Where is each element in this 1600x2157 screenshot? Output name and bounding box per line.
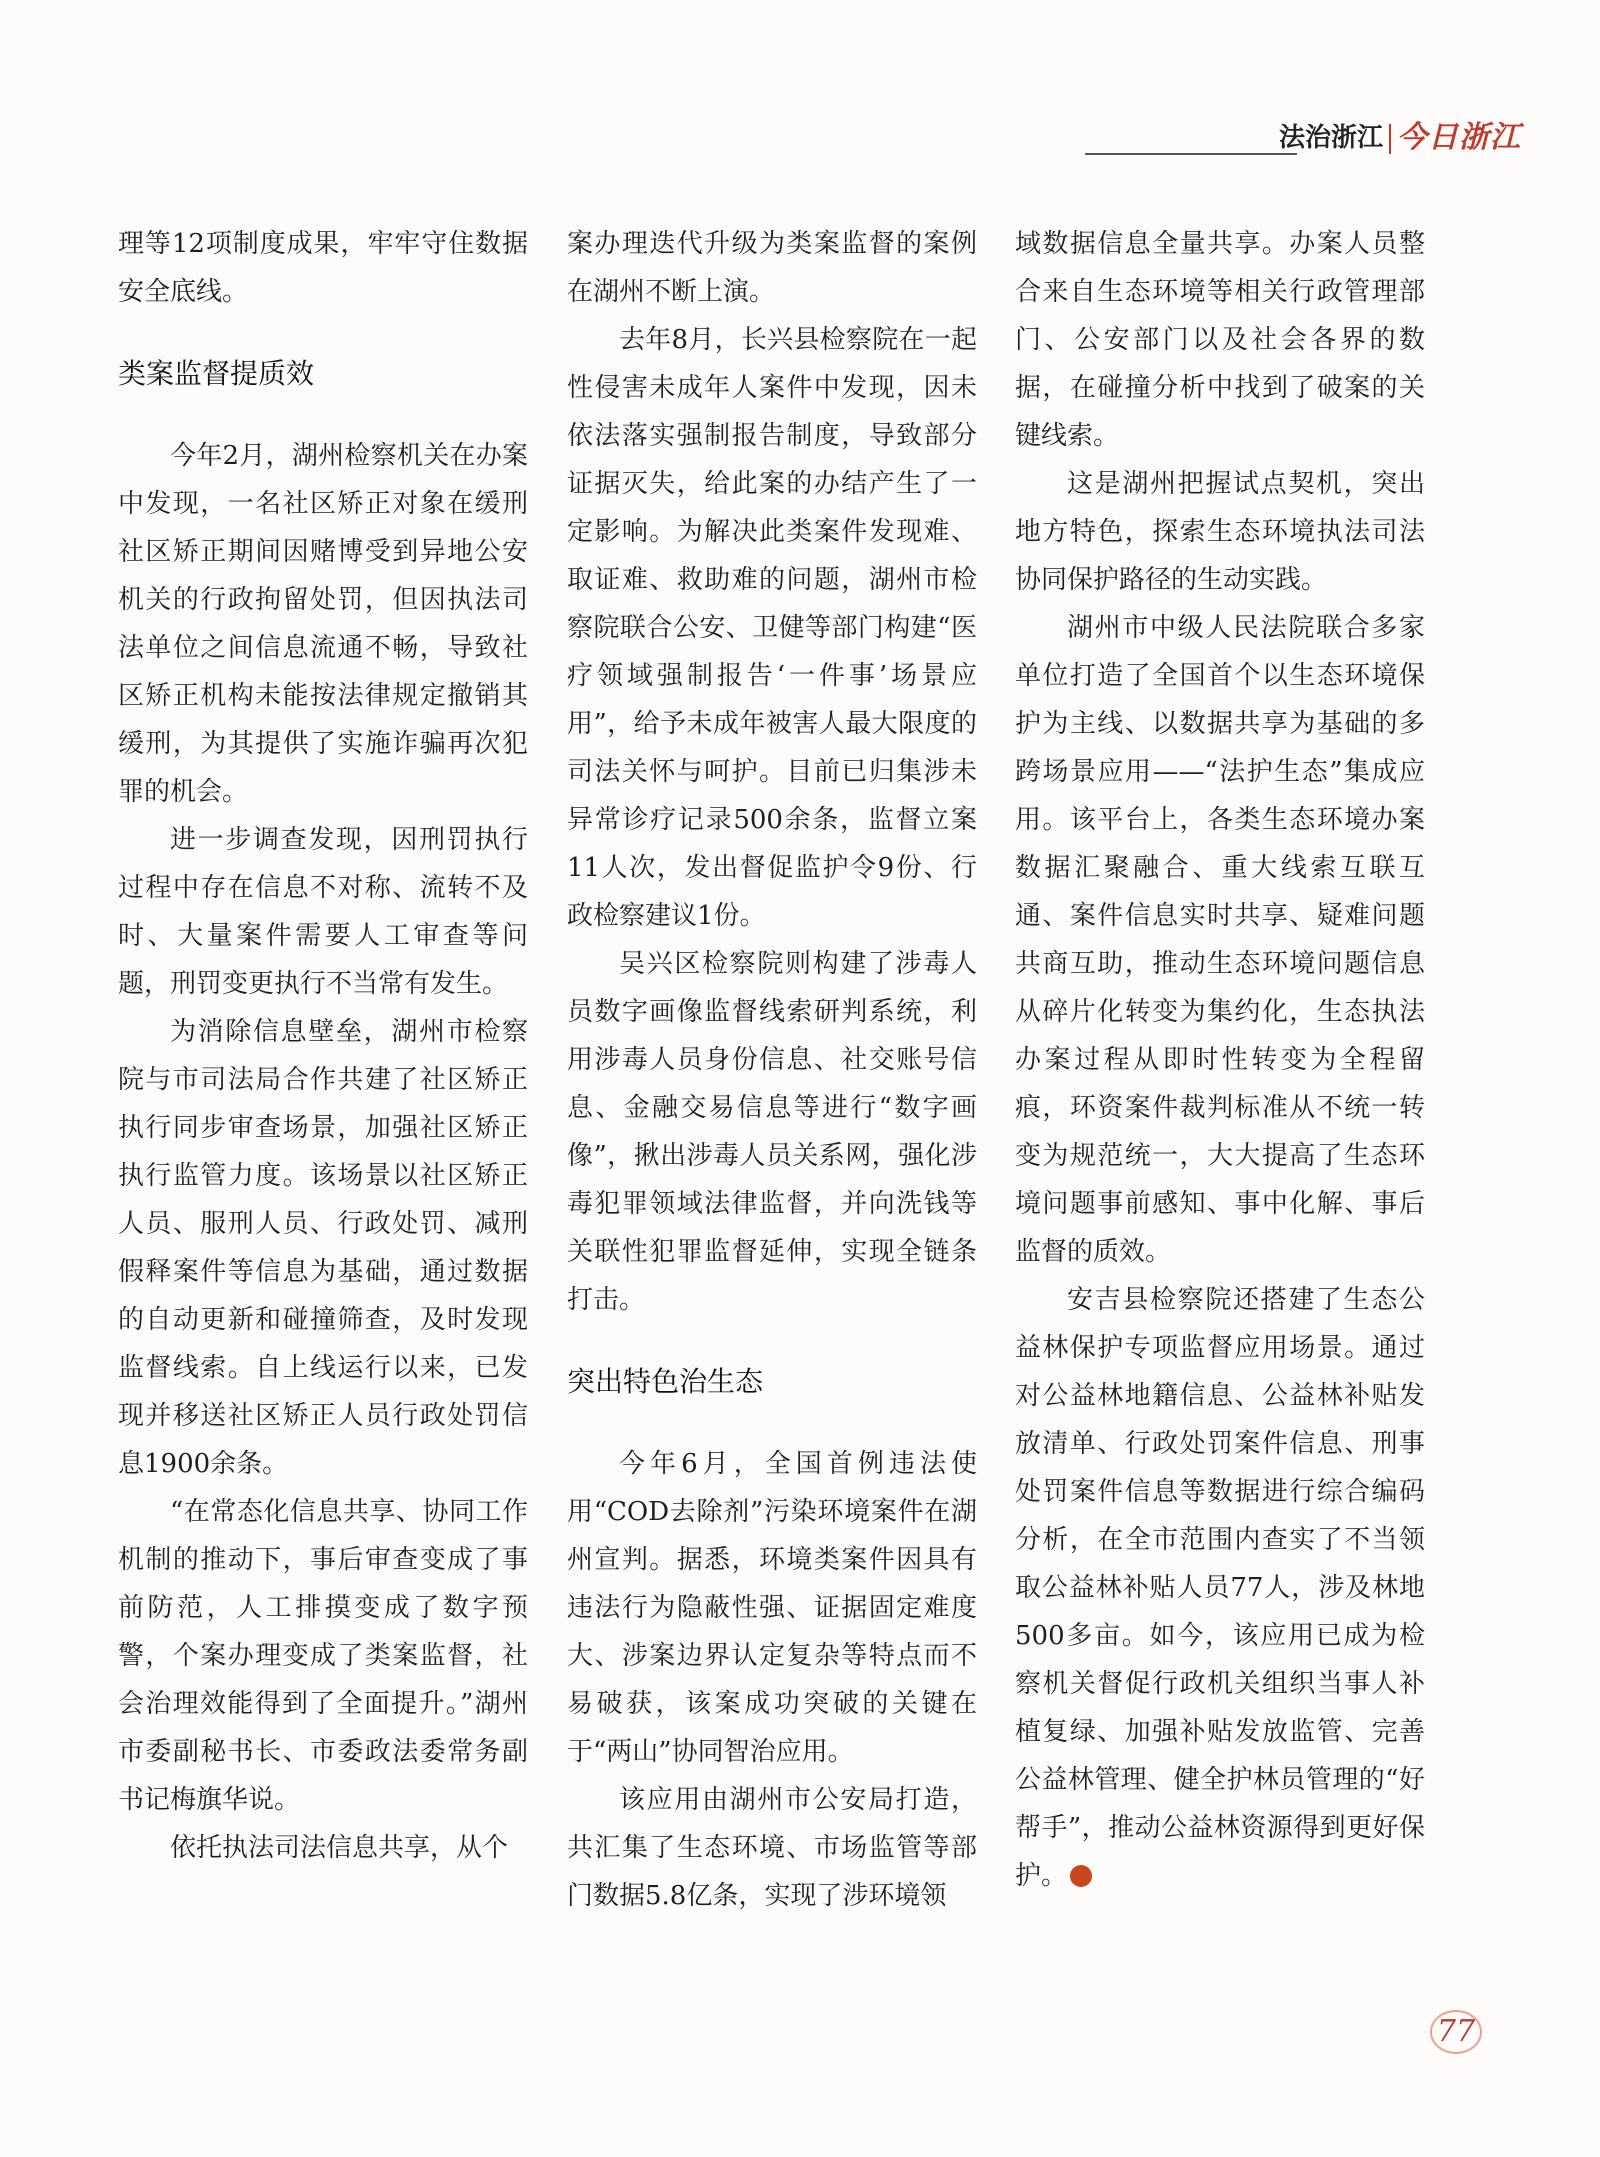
article-end-icon: [1070, 1865, 1092, 1887]
paragraph: 吴兴区检察院则构建了涉毒人员数字画像监督线索研判系统，利用涉毒人员身份信息、社交账号信息、金融交易信息等进行“数字画像”，揪出涉毒人员关系网，强化涉毒犯罪领域法律监督，并向洗钱等关联性犯罪监督延伸，实现全链条打击。: [567, 949, 977, 1315]
paragraph: 理等12项制度成果，牢牢守住数据安全底线。: [118, 229, 528, 307]
paragraph: 这是湖州把握试点契机，突出地方特色，探索生态环境执法司法协同保护路径的生动实践。: [1015, 469, 1425, 595]
paragraph: 依托执法司法信息共享，从个: [170, 1833, 509, 1863]
paragraph: “在常态化信息共享、协同工作机制的推动下，事后审查变成了事前防范，人工排摸变成了数字预警，个案办理变成了类案监督，社会治理效能得到了全面提升。”湖州市委副秘书长、市委政法委常务副书记梅旗华说。: [118, 1497, 528, 1815]
page-header: [1085, 120, 1521, 158]
column-1: [118, 220, 528, 1872]
paragraph: 今年6月，全国首例违法使用“COD去除剂”污染环境案件在湖州宣判。据悉，环境类案件因具有违法行为隐蔽性强、证据固定难度大、涉案边界认定复杂等特点而不易破获，该案成功突破的关键在于“两山”协同智治应用。: [567, 1449, 977, 1767]
paragraph: 域数据信息全量共享。办案人员整合来自生态环境等相关行政管理部门、公安部门以及社会各界的数据，在碰撞分析中找到了破案的关键线索。: [1015, 229, 1425, 451]
paragraph: 去年8月，长兴县检察院在一起性侵害未成年人案件中发现，因未依法落实强制报告制度，导致部分证据灭失，给此案的办结产生了一定影响。为解决此类案件发现难、取证难、救助难的问题，湖州市检察院联合公安、卫健等部门构建“医疗领域强制报告‘一件事’场景应用”，给予未成年被害人最大限度的司法关怀与呵护。目前已归集涉未异常诊疗记录500余条，监督立案11人次，发出督促监护令9份、行政检察建议1份。: [567, 325, 977, 931]
paragraph-final: [1015, 1276, 1425, 1900]
magazine-logo: 今日浙江: [1397, 120, 1521, 155]
column-3: [1015, 220, 1425, 1900]
section-heading: 突出特色治生态: [567, 1365, 764, 1398]
header-divider: [1389, 124, 1391, 154]
page-number: 77: [1430, 2010, 1482, 2054]
section-heading: 类案监督提质效: [118, 357, 315, 390]
paragraph: 今年2月，湖州检察机关在办案中发现，一名社区矫正对象在缓刑社区矫正期间因赌博受到异地公安机关的行政拘留处罚，但因执法司法单位之间信息流通不畅，导致社区矫正机构未能按法律规定撤销其缓刑，为其提供了实施诈骗再次犯罪的机会。: [118, 441, 528, 807]
paragraph: 该应用由湖州市公安局打造，共汇集了生态环境、市场监管等部门数据5.8亿条，实现了涉环境领: [567, 1785, 977, 1911]
column-2: [567, 220, 977, 1920]
paragraph: 为消除信息壁垒，湖州市检察院与市司法局合作共建了社区矫正执行同步审查场景，加强社区矫正执行监管力度。该场景以社区矫正人员、服刑人员、行政处罚、减刑假释案件等信息为基础，通过数据的自动更新和碰撞筛查，及时发现监督线索。自上线运行以来，已发现并移送社区矫正人员行政处罚信息1900余条。: [118, 1017, 528, 1479]
paragraph: 湖州市中级人民法院联合多家单位打造了全国首个以生态环境保护为主线、以数据共享为基础的多跨场景应用——“法护生态”集成应用。该平台上，各类生态环境办案数据汇聚融合、重大线索互联互通、案件信息实时共享、疑难问题共商互助，推动生态环境问题信息从碎片化转变为集约化，生态执法办案过程从即时性转变为全程留痕，环资案件裁判标准从不统一转变为规范统一，大大提高了生态环境问题事前感知、事中化解、事后监督的质效。: [1015, 613, 1425, 1267]
section-label: 法治浙江: [1278, 123, 1383, 153]
paragraph: 案办理迭代升级为类案监督的案例在湖州不断上演。: [567, 229, 977, 307]
paragraph-text: 安吉县检察院还搭建了生态公益林保护专项监督应用场景。通过对公益林地籍信息、公益林补贴发放清单、行政处罚案件信息、刑事处罚案件信息等数据进行综合编码分析，在全市范围内查实了不当领取公益林补贴人员77人，涉及林地500多亩。如今，该应用已成为检察机关督促行政机关组织当事人补植复绿、加强补贴发放监管、完善公益林管理、健全护林员管理的“好帮手”，推动公益林资源得到更好保护。: [1015, 1285, 1425, 1891]
paragraph: 进一步调查发现，因刑罚执行过程中存在信息不对称、流转不及时、大量案件需要人工审查等问题，刑罚变更执行不当常有发生。: [118, 825, 528, 999]
